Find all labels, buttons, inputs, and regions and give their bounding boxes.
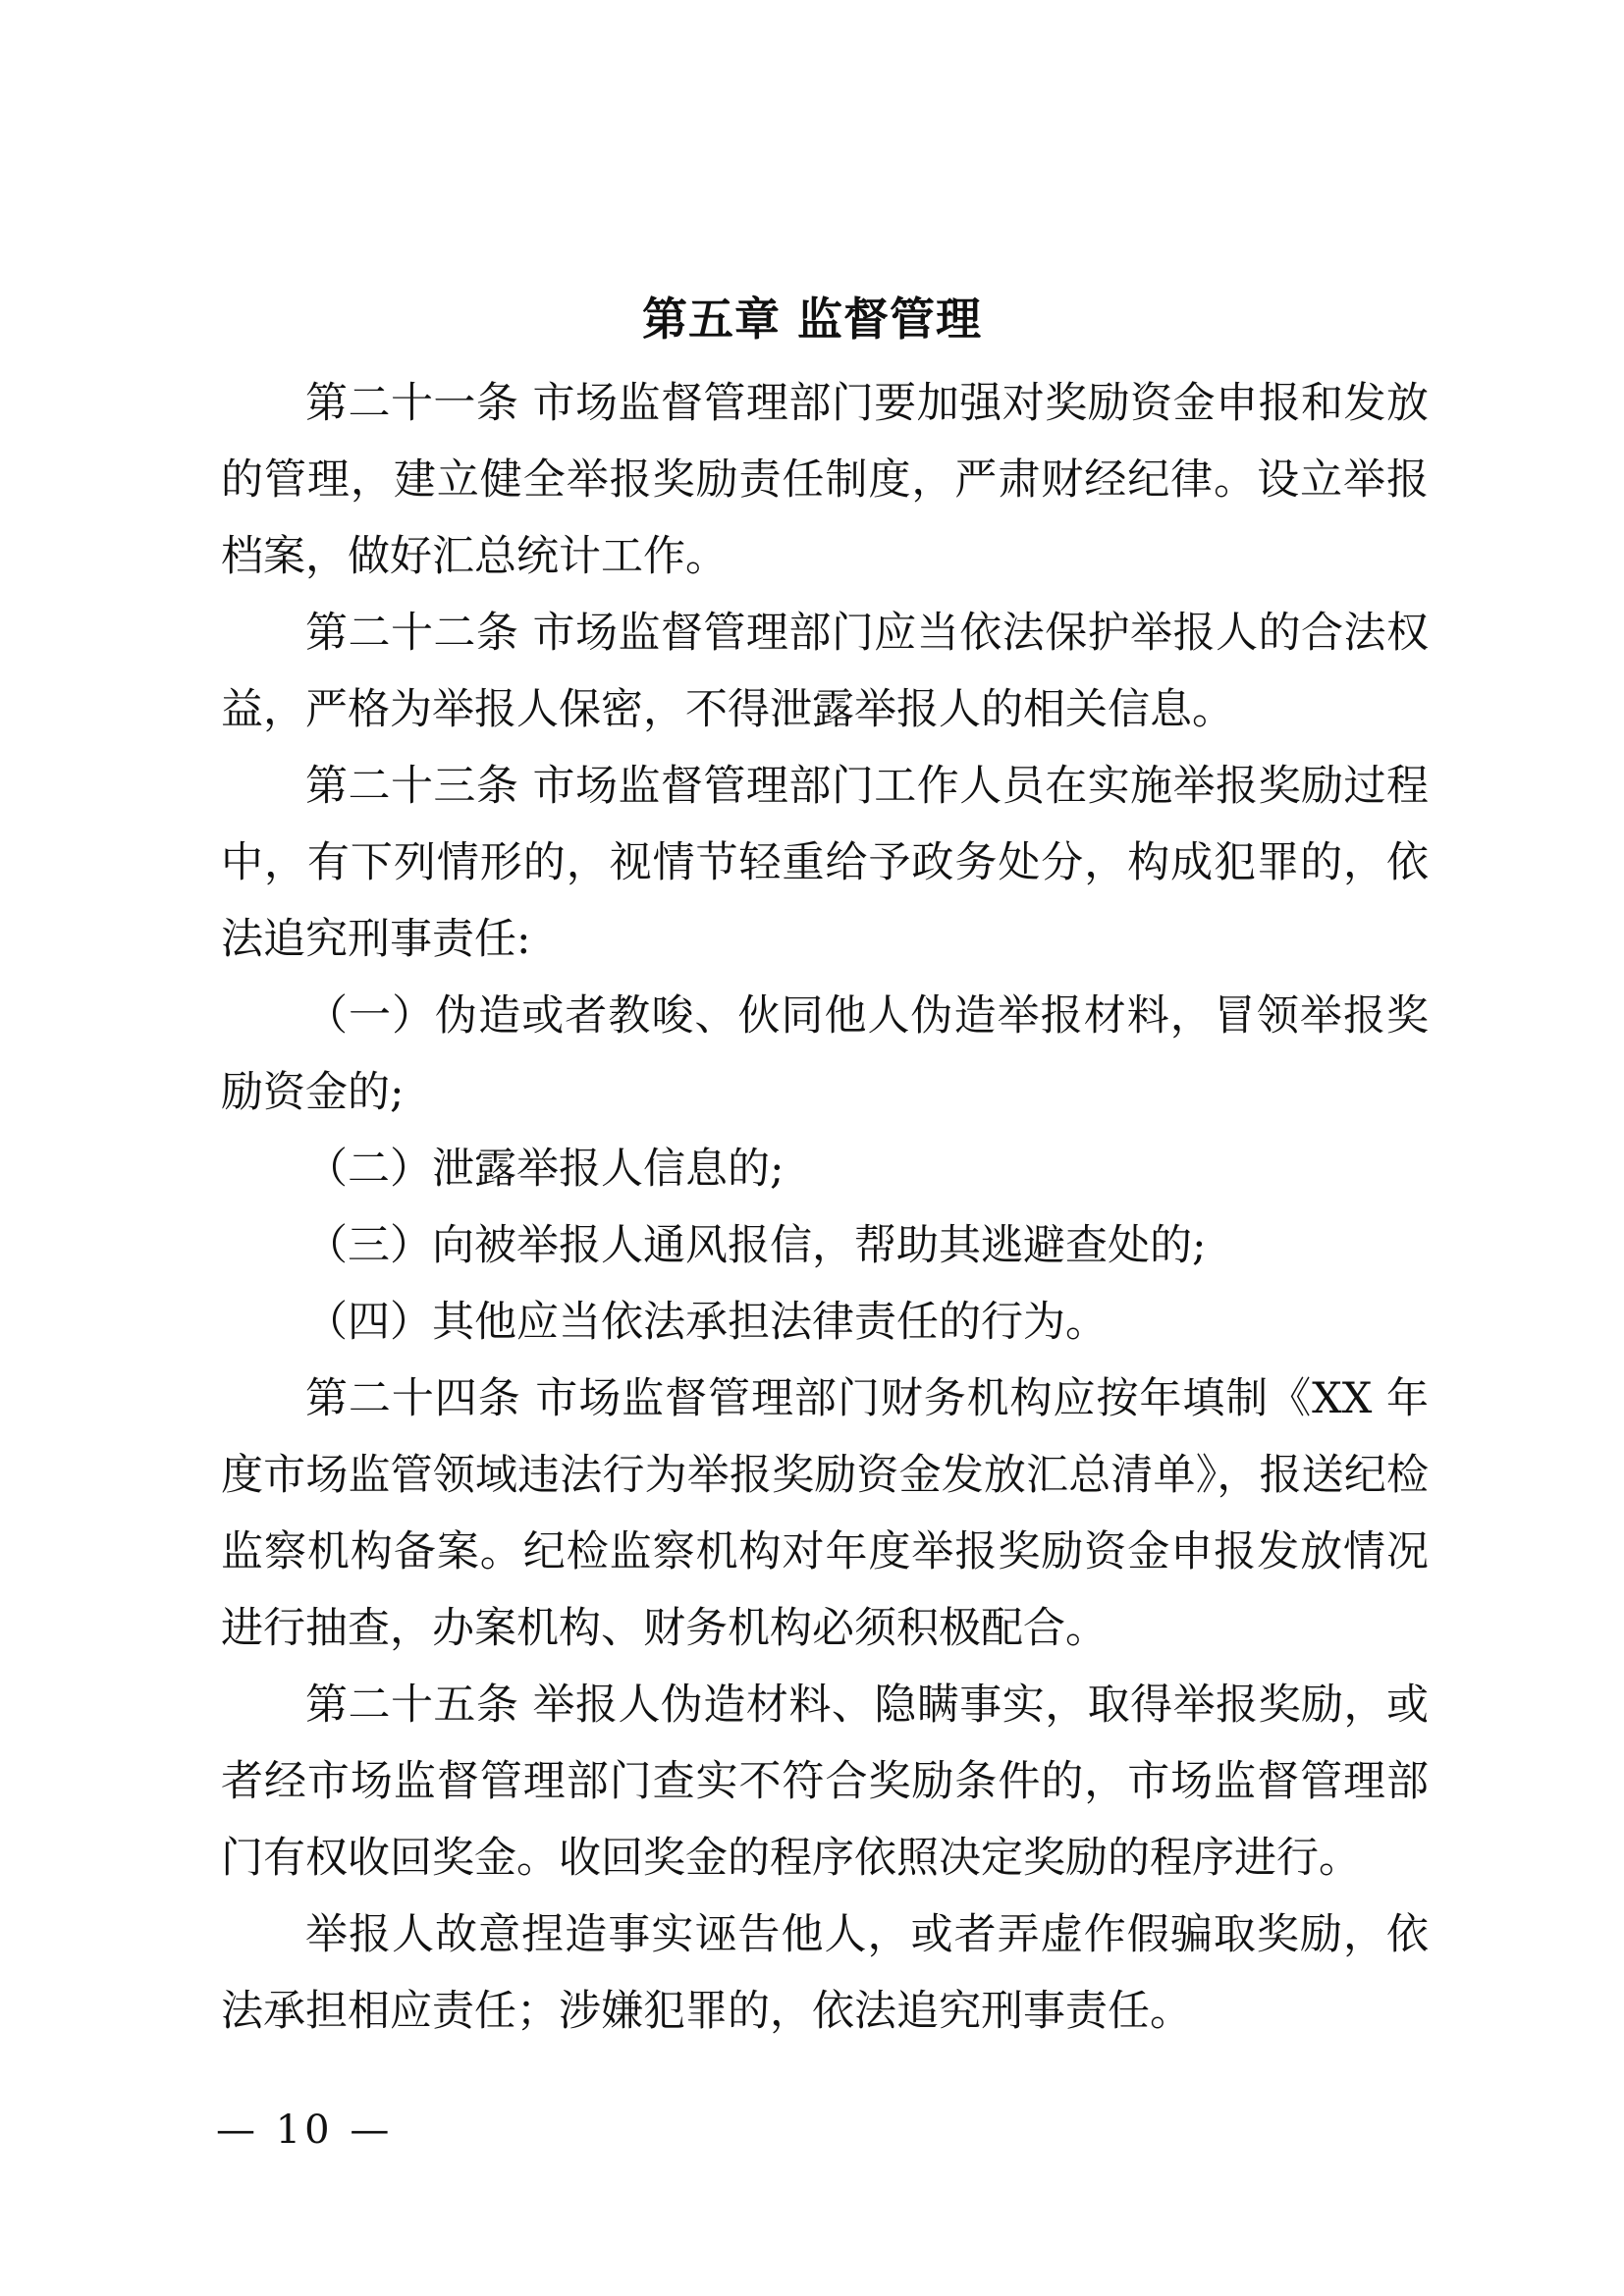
article-25: 第二十五条 举报人伪造材料、隐瞒事实，取得举报奖励，或者经市场监督管理部门查实不符合奖励条件的，市场监督管理部门有权收回奖金。收回奖金的程序依照决定奖励的程序进行。 [221, 1681, 1429, 1883]
document-body [221, 365, 1429, 2050]
article-23-item-4: （四）其他应当依法承担法律责任的行为。 [305, 1298, 1108, 1347]
article-23-item-2: （二）泄露举报人信息的; [305, 1145, 785, 1194]
article-24: 第二十四条 市场监督管理部门财务机构应按年填制《XX 年度市场监管领域违法行为举报奖励资金发放汇总清单》，报送纪检监察机构备案。纪检监察机构对年度举报奖励资金申报发放情况进行抽查，办案机构、财务机构必须积极配合。 [221, 1374, 1429, 1653]
article-23-item-3: （三）向被举报人通风报信，帮助其逃避查处的; [305, 1221, 1207, 1270]
article-23: 第二十三条 市场监督管理部门工作人员在实施举报奖励过程中，有下列情形的，视情节轻重给予政务处分，构成犯罪的，依法追究刑事责任: [221, 762, 1429, 964]
article-22: 第二十二条 市场监督管理部门应当依法保护举报人的合法权益，严格为举报人保密，不得泄露举报人的相关信息。 [221, 609, 1429, 734]
chapter-heading: 第五章 监督管理 [641, 293, 982, 346]
page-number: — 10 — [216, 2108, 394, 2153]
article-23-item-1: （一）伪造或者教唆、伙同他人伪造举报材料，冒领举报奖励资金的; [221, 991, 1429, 1117]
article-21: 第二十一条 市场监督管理部门要加强对奖励资金申报和发放的管理，建立健全举报奖励责任制度，严肃财经纪律。设立举报档案，做好汇总统计工作。 [221, 379, 1429, 581]
article-25-clause-2: 举报人故意捏造事实诬告他人，或者弄虚作假骗取奖励，依法承担相应责任；涉嫌犯罪的，依法追究刑事责任。 [221, 1910, 1429, 2036]
